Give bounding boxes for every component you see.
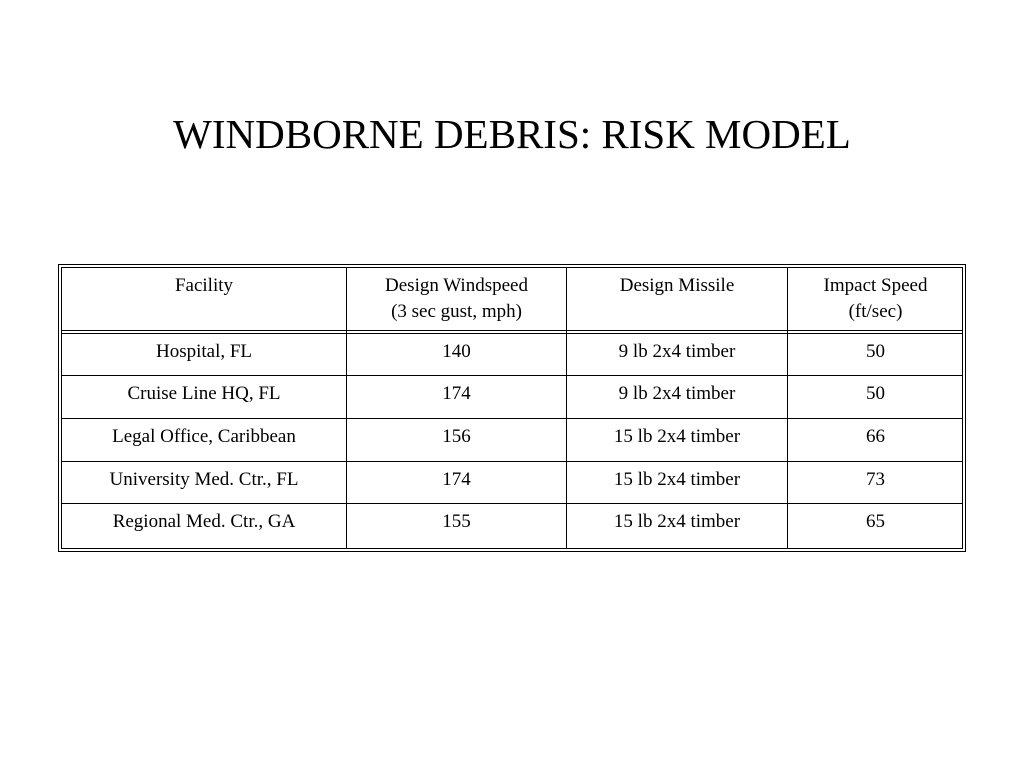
table-cell-missile: 15 lb 2x4 timber [613, 469, 741, 490]
table-cell-windspeed: 156 [442, 426, 471, 447]
table-cell-missile: 9 lb 2x4 timber [618, 341, 736, 362]
table-cell-impact-speed: 50 [866, 383, 885, 404]
header-facility: Facility [174, 275, 234, 296]
table-cell-facility: Hospital, FL [155, 341, 253, 362]
table-cell-windspeed: 155 [442, 511, 471, 532]
risk-model-table [58, 264, 966, 552]
header-design-missile: Design Missile [619, 275, 735, 296]
table-cell-missile: 15 lb 2x4 timber [613, 426, 741, 447]
table-cell-missile: 9 lb 2x4 timber [618, 383, 736, 404]
table-cell-facility: Legal Office, Caribbean [112, 426, 296, 447]
table-cell-facility: University Med. Ctr., FL [109, 469, 299, 490]
table-cell-windspeed: 140 [442, 341, 471, 362]
table-cell-impact-speed: 73 [866, 469, 885, 490]
table-cell-impact-speed: 66 [866, 426, 885, 447]
header-divider-top [61, 330, 963, 331]
table-cell-windspeed: 174 [442, 383, 471, 404]
table-cell-facility: Cruise Line HQ, FL [127, 383, 281, 404]
table-cell-impact-speed: 50 [866, 341, 885, 362]
header-impact-speed: Impact Speed (ft/sec) [823, 275, 928, 322]
slide-title: WINDBORNE DEBRIS: RISK MODEL [173, 111, 851, 157]
header-design-windspeed: Design Windspeed (3 sec gust, mph) [385, 275, 528, 322]
table-cell-facility: Regional Med. Ctr., GA [112, 511, 296, 532]
table-cell-missile: 15 lb 2x4 timber [613, 511, 741, 532]
table-cell-impact-speed: 65 [866, 511, 885, 532]
table-cell-windspeed: 174 [442, 469, 471, 490]
